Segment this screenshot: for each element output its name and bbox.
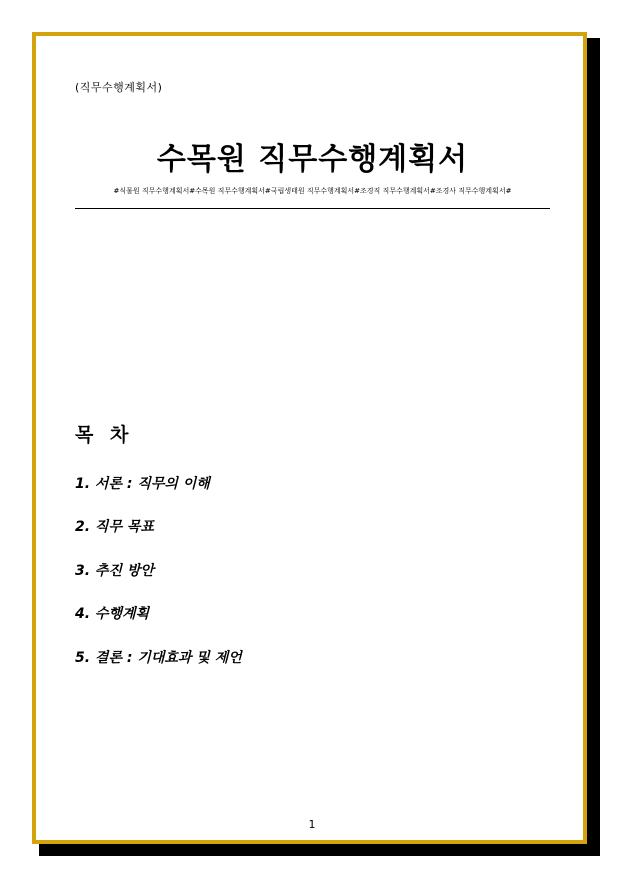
toc-item-conclusion: 5. 결론 : 기대효과 및 제언: [75, 649, 242, 666]
hashtag-line: #식물원 직무수행계획서#수목원 직무수행계획서#국립생태원 직무수행계획서#조경직 직무수행계획서#조경사 직무수행계획서#: [113, 187, 512, 195]
document-type-label: (직무수행계획서): [75, 81, 163, 94]
document-title: 수목원 직무수행계획서: [156, 142, 469, 177]
toc-item-plan: 4. 수행계획: [75, 606, 150, 623]
toc-item-goals: 2. 직무 목표: [75, 519, 154, 536]
title-divider: [75, 208, 550, 209]
toc-list: [75, 473, 242, 690]
toc-item-introduction: 1. 서론 : 직무의 이해: [75, 476, 210, 492]
toc-item-methods: 3. 추진 방안: [75, 562, 154, 579]
page-number: 1: [308, 818, 316, 831]
toc-heading: 목 차: [75, 424, 134, 446]
